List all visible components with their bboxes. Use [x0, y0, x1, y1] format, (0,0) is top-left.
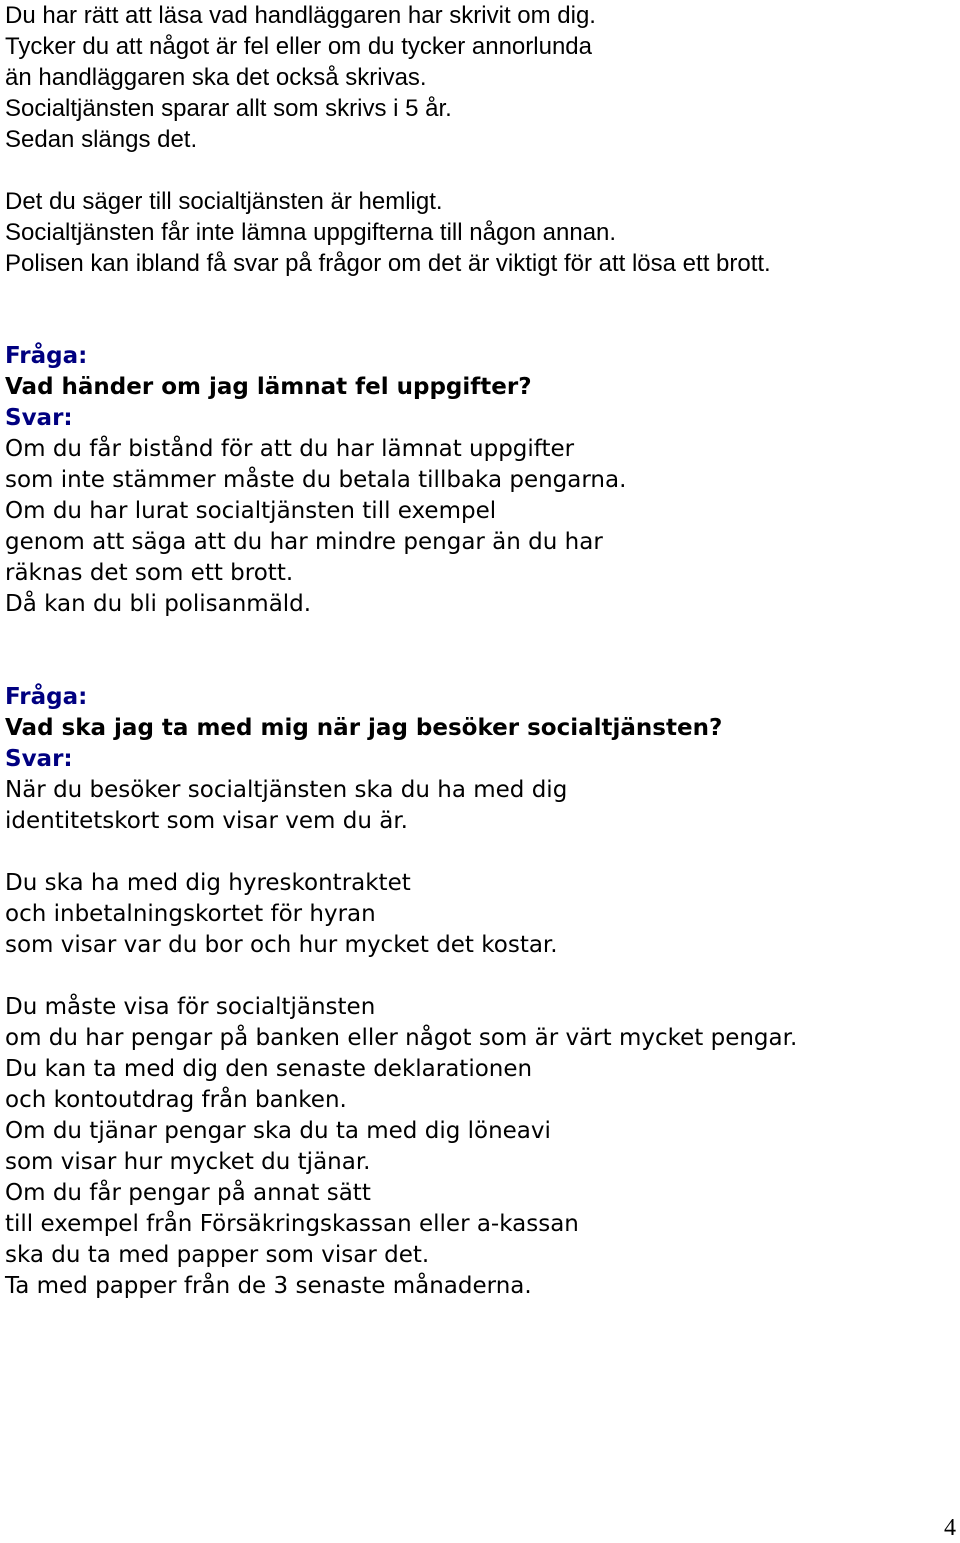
answer-line: Du ska ha med dig hyreskontraktet [5, 870, 411, 896]
spacer [5, 837, 955, 868]
page-number: 4 [944, 1515, 956, 1541]
answer-line: identitetskort som visar vem du är. [5, 808, 408, 834]
answer-label: Svar: [5, 746, 73, 772]
answer-line: Ta med papper från de 3 senaste månaderna. [5, 1273, 532, 1299]
text-line: Polisen kan ibland få svar på frågor om det är viktigt för att lösa ett brott. [5, 250, 771, 277]
intro-paragraph-records [5, 0, 955, 155]
answer-line: och kontoutdrag från banken. [5, 1087, 347, 1113]
question-text: Vad ska jag ta med mig när jag besöker socialtjänsten? [5, 715, 723, 741]
answer-line: som visar hur mycket du tjänar. [5, 1149, 371, 1175]
answer-line: som inte stämmer måste du betala tillbaka pengarna. [5, 467, 627, 493]
text-line: Sedan slängs det. [5, 126, 198, 153]
spacer [5, 155, 955, 186]
qa-section-what-to-bring [5, 682, 955, 1302]
answer-line: genom att säga att du har mindre pengar än du har [5, 529, 603, 555]
answer-line: Om du får bistånd för att du har lämnat uppgifter [5, 436, 575, 462]
answer-label: Svar: [5, 405, 73, 431]
answer-line: Du måste visa för socialtjänsten [5, 994, 376, 1020]
intro-paragraph-confidentiality [5, 186, 955, 279]
text-line: än handläggaren ska det också skrivas. [5, 64, 427, 91]
question-label: Fråga: [5, 684, 88, 710]
answer-line: och inbetalningskortet för hyran [5, 901, 376, 927]
answer-line: Om du har lurat socialtjänsten till exempel [5, 498, 497, 524]
spacer [5, 310, 955, 341]
answer-line: Du kan ta med dig den senaste deklarationen [5, 1056, 533, 1082]
answer-line: till exempel från Försäkringskassan eller a-kassan [5, 1211, 579, 1237]
text-line: Socialtjänsten får inte lämna uppgifterna till någon annan. [5, 219, 617, 246]
answer-line: räknas det som ett brott. [5, 560, 294, 586]
text-line: Socialtjänsten sparar allt som skrivs i 5 år. [5, 95, 452, 122]
text-line: Tycker du att något är fel eller om du tycker annorlunda [5, 33, 592, 60]
answer-line: Om du tjänar pengar ska du ta med dig löneavi [5, 1118, 551, 1144]
spacer [5, 651, 955, 682]
answer-line: ska du ta med papper som visar det. [5, 1242, 430, 1268]
text-line: Det du säger till socialtjänsten är hemligt. [5, 188, 443, 215]
answer-line: När du besöker socialtjänsten ska du ha med dig [5, 777, 568, 803]
document-page [5, 0, 955, 1302]
text-line: Du har rätt att läsa vad handläggaren har skrivit om dig. [5, 2, 596, 29]
spacer [5, 279, 955, 310]
qa-section-wrong-info [5, 341, 955, 620]
spacer [5, 961, 955, 992]
question-text: Vad händer om jag lämnat fel uppgifter? [5, 374, 532, 400]
answer-line: Om du får pengar på annat sätt [5, 1180, 371, 1206]
answer-line: om du har pengar på banken eller något som är värt mycket pengar. [5, 1025, 798, 1051]
answer-line: som visar var du bor och hur mycket det kostar. [5, 932, 558, 958]
question-label: Fråga: [5, 343, 88, 369]
spacer [5, 620, 955, 651]
answer-line: Då kan du bli polisanmäld. [5, 591, 312, 617]
